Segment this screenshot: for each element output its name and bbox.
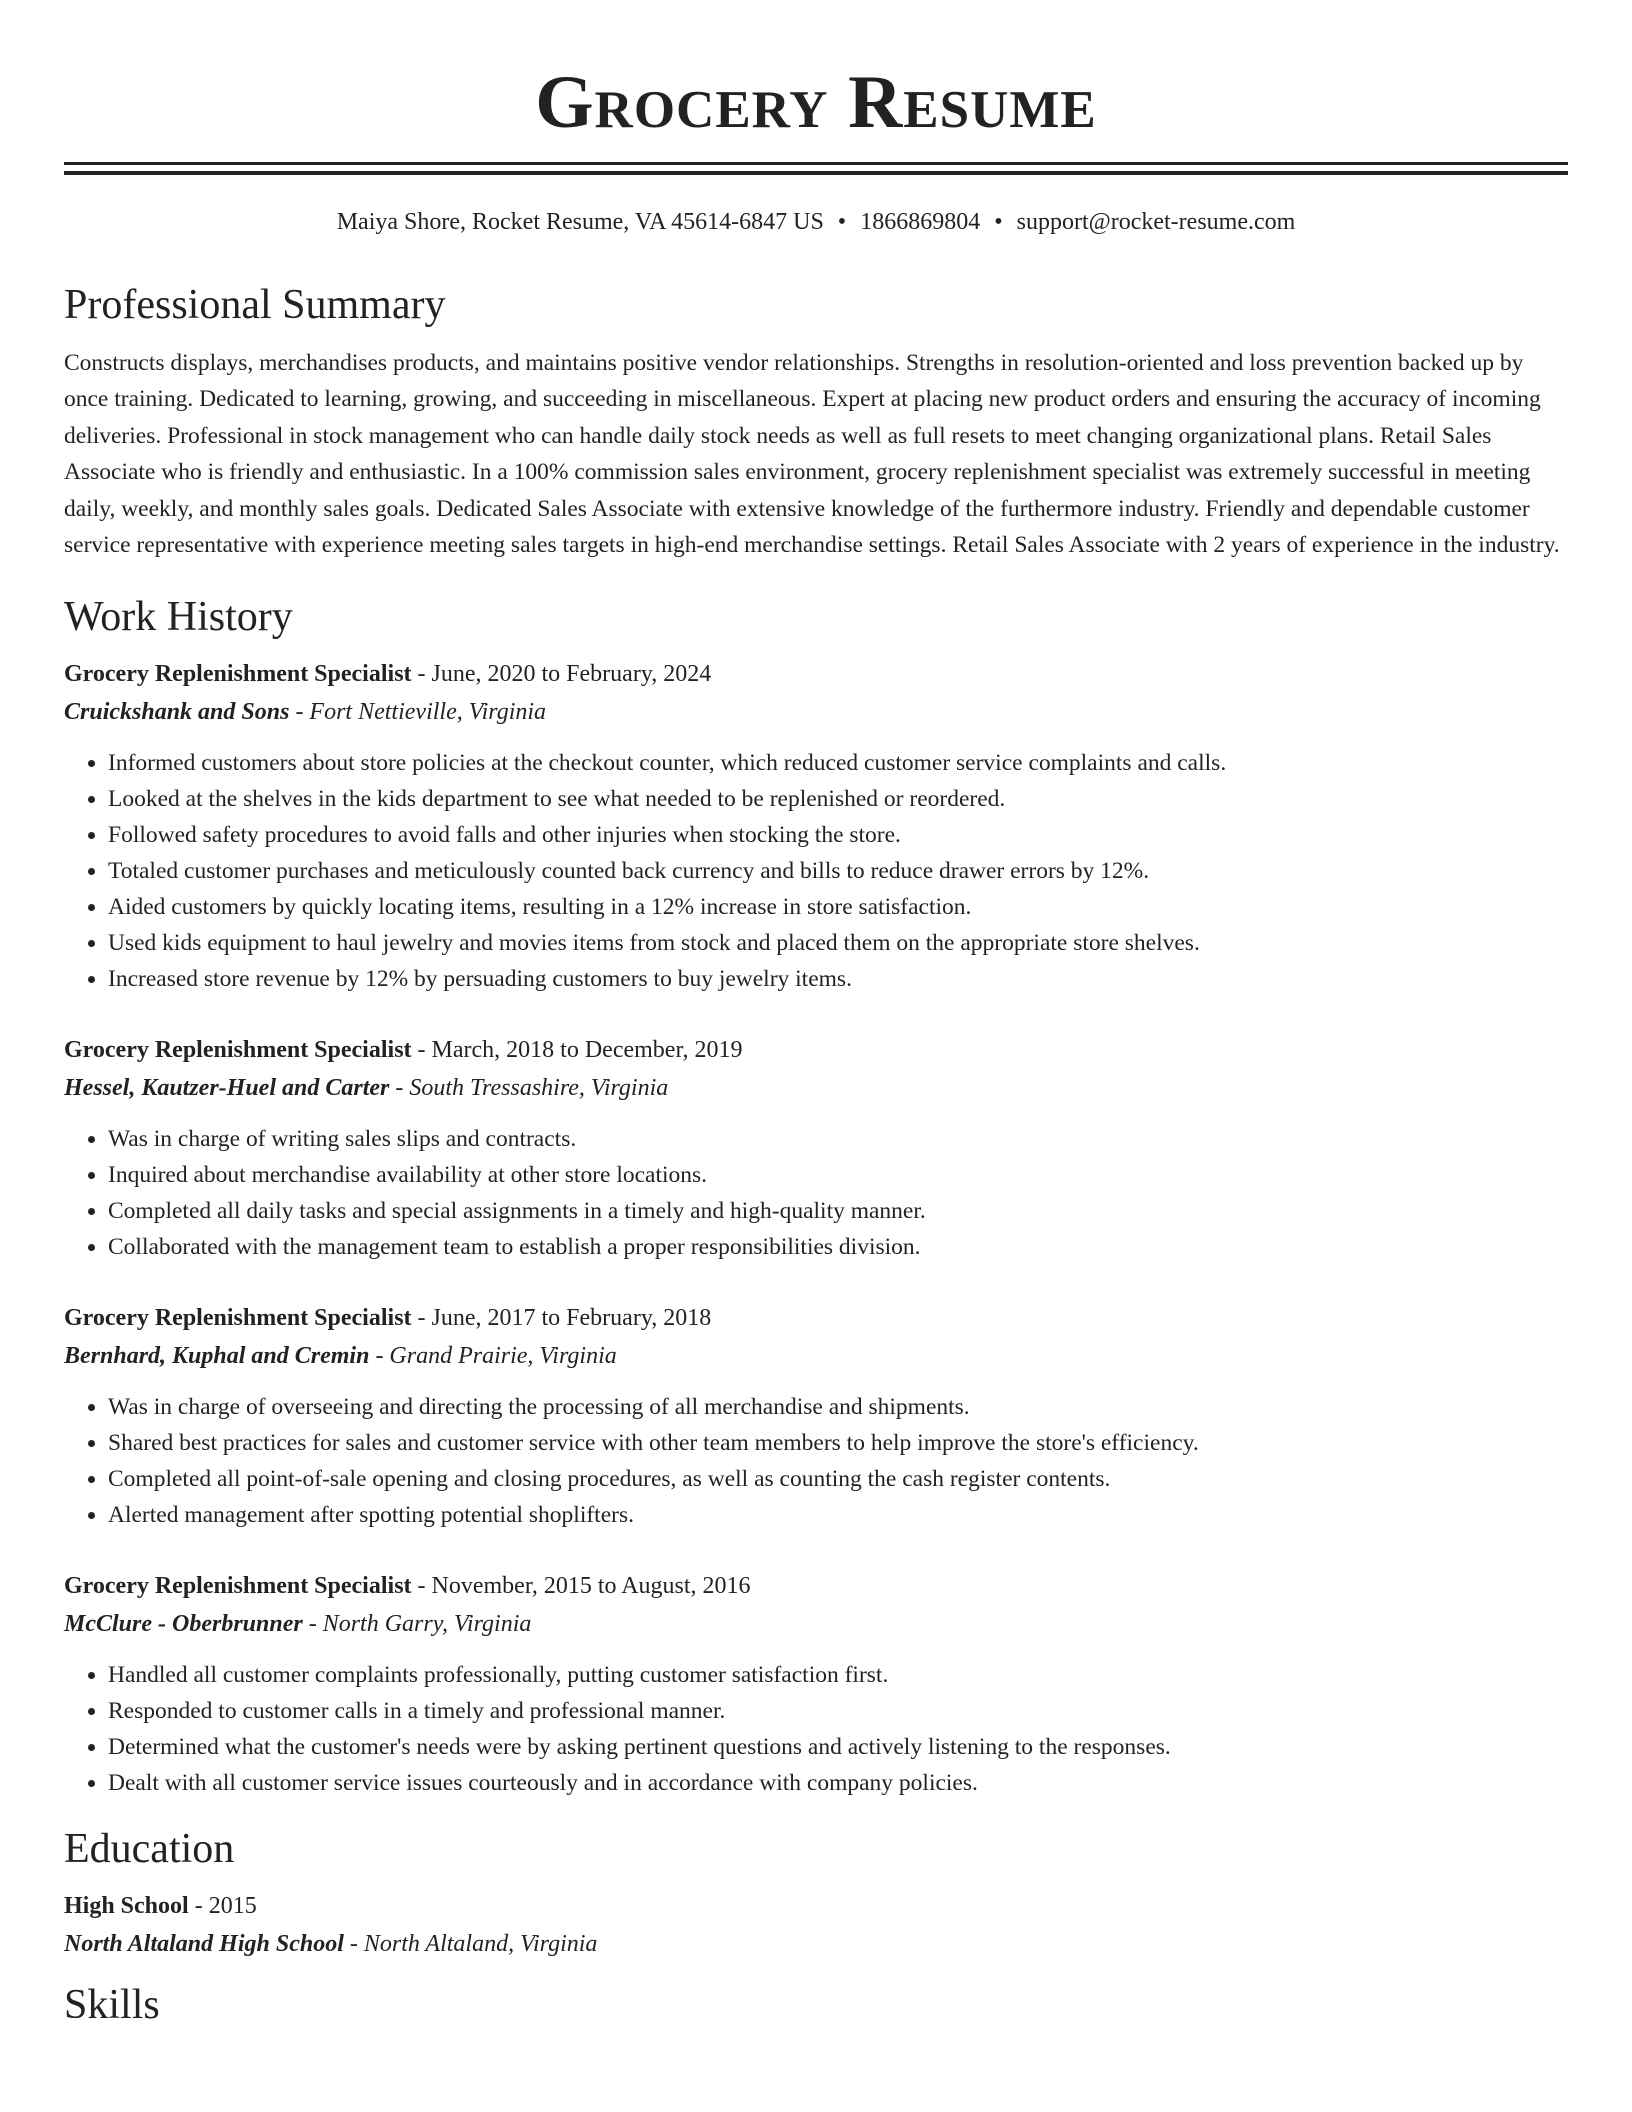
job-title: Grocery Replenishment Specialist (64, 1305, 412, 1332)
resume-page (64, 0, 1568, 2031)
job-bullet-list (64, 745, 1568, 997)
job-location: - Fort Nettieville, Virginia (289, 699, 547, 726)
contact-email: support@rocket-resume.com (1016, 209, 1296, 235)
job-bullet: • Totaled customer purchases and meticulously counted back currency and bills to reduce drawer errors by 12%. (108, 853, 1568, 889)
education-entry (64, 1887, 1568, 1963)
job-bullet: • Aided customers by quickly locating items, resulting in a 12% increase in store satisfaction. (108, 889, 1568, 925)
job-title-line (64, 655, 1568, 693)
job-dates: - June, 2020 to February, 2024 (411, 661, 712, 688)
contact-separator: • (837, 209, 847, 235)
job-title-line (64, 1031, 1568, 1069)
contact-separator: • (994, 209, 1003, 235)
job-company-line (64, 1605, 1568, 1643)
job-bullet: • Alerted management after spotting potential shoplifters. (108, 1497, 1568, 1533)
job-company: Bernhard, Kuphal and Cremin (64, 1343, 370, 1370)
job-bullet-list (64, 1657, 1568, 1801)
education-school: North Altaland High School (64, 1931, 344, 1958)
job-location: - Grand Prairie, Virginia (369, 1343, 617, 1370)
summary-text: Constructs displays, merchandises products, and maintains positive vendor relationships. Strengths in resolution-oriented and loss prevention backed up by once training. Dedicated to learning, growing, and succeeding in miscellaneous. Expert at placing new product orders and ensuring the accuracy of incoming deliveries. Professional in stock management who can handle daily stock needs as well as full resets to meet changing organizational plans. Retail Sales Associate who is friendly and enthusiastic. In a 100% commission sales environment, grocery replenishment specialist was extremely successful in meeting daily, weekly, and monthly sales goals. Dedicated Sales Associate with extensive knowledge of the furthermore industry. Friendly and dependable customer service representative with experience meeting sales targets in high-end merchandise settings. Retail Sales Associate with 2 years of experience in the industry. (64, 350, 1560, 559)
job-entry (64, 1031, 1568, 1265)
job-bullet: • Completed all daily tasks and special assignments in a timely and high-quality manner. (108, 1193, 1568, 1229)
education-heading: Education (64, 1826, 235, 1873)
title-divider-bottom (64, 171, 1568, 175)
job-title: Grocery Replenishment Specialist (64, 661, 412, 688)
job-bullet: • Looked at the shelves in the kids department to see what needed to be replenished or reordered. (108, 781, 1568, 817)
job-entry (64, 655, 1568, 997)
contact-address: Maiya Shore, Rocket Resume, VA 45614-6847 US (336, 209, 824, 235)
education-location: - North Altaland, Virginia (343, 1931, 598, 1958)
summary-heading: Professional Summary (64, 282, 446, 328)
job-dates: - November, 2015 to August, 2016 (411, 1573, 751, 1600)
job-company: McClure - Oberbrunner (64, 1611, 303, 1638)
job-title-line (64, 1567, 1568, 1605)
job-company-line (64, 1337, 1568, 1375)
job-bullet: • Shared best practices for sales and customer service with other team members to help improve the store's efficiency. (108, 1425, 1568, 1461)
job-bullet: • Determined what the customer's needs were by asking pertinent questions and actively listening to the responses. (108, 1729, 1568, 1765)
job-bullet: • Dealt with all customer service issues courteously and in accordance with company policies. (108, 1765, 1568, 1801)
job-bullet-list (64, 1121, 1568, 1265)
job-company-line (64, 1069, 1568, 1107)
job-company-line (64, 693, 1568, 731)
job-bullet: • Handled all customer complaints professionally, putting customer satisfaction first. (108, 1657, 1568, 1693)
work-history-heading: Work History (64, 594, 293, 641)
job-location: - South Tressashire, Virginia (389, 1075, 669, 1102)
job-bullet-list (64, 1389, 1568, 1533)
contact-phone: 1866869804 (860, 209, 981, 235)
contact-line (64, 205, 1568, 239)
job-bullet: • Informed customers about store policies at the checkout counter, which reduced customer service complaints and calls. (108, 745, 1568, 781)
job-bullet: • Followed safety procedures to avoid falls and other injuries when stocking the store. (108, 817, 1568, 853)
job-entry (64, 1299, 1568, 1533)
job-bullet: • Inquired about merchandise availability at other store locations. (108, 1157, 1568, 1193)
job-company: Hessel, Kautzer-Huel and Carter (64, 1075, 390, 1102)
skills-heading: Skills (64, 1982, 160, 2029)
job-dates: - March, 2018 to December, 2019 (411, 1037, 743, 1064)
job-title-line (64, 1299, 1568, 1337)
job-bullet: • Used kids equipment to haul jewelry and movies items from stock and placed them on the appropriate store shelves. (108, 925, 1568, 961)
job-location: - North Garry, Virginia (302, 1611, 532, 1638)
education-year: - 2015 (188, 1893, 257, 1920)
job-entry (64, 1567, 1568, 1801)
education-degree: High School (64, 1893, 189, 1920)
job-bullet: • Responded to customer calls in a timely and professional manner. (108, 1693, 1568, 1729)
job-company: Cruickshank and Sons (64, 699, 290, 726)
job-title: Grocery Replenishment Specialist (64, 1037, 412, 1064)
title-divider-top (64, 162, 1568, 165)
resume-title: Grocery Resume (535, 61, 1097, 144)
job-dates: - June, 2017 to February, 2018 (411, 1305, 712, 1332)
job-title: Grocery Replenishment Specialist (64, 1573, 412, 1600)
education-degree-line (64, 1887, 1568, 1925)
work-history-list (64, 655, 1568, 1801)
job-bullet: • Increased store revenue by 12% by persuading customers to buy jewelry items. (108, 961, 1568, 997)
job-bullet: • Was in charge of writing sales slips and contracts. (108, 1121, 1568, 1157)
job-bullet: • Completed all point-of-sale opening and closing procedures, as well as counting the cash register contents. (108, 1461, 1568, 1497)
job-bullet: • Was in charge of overseeing and directing the processing of all merchandise and shipments. (108, 1389, 1568, 1425)
education-school-line (64, 1925, 1568, 1963)
job-bullet: • Collaborated with the management team to establish a proper responsibilities division. (108, 1229, 1568, 1265)
